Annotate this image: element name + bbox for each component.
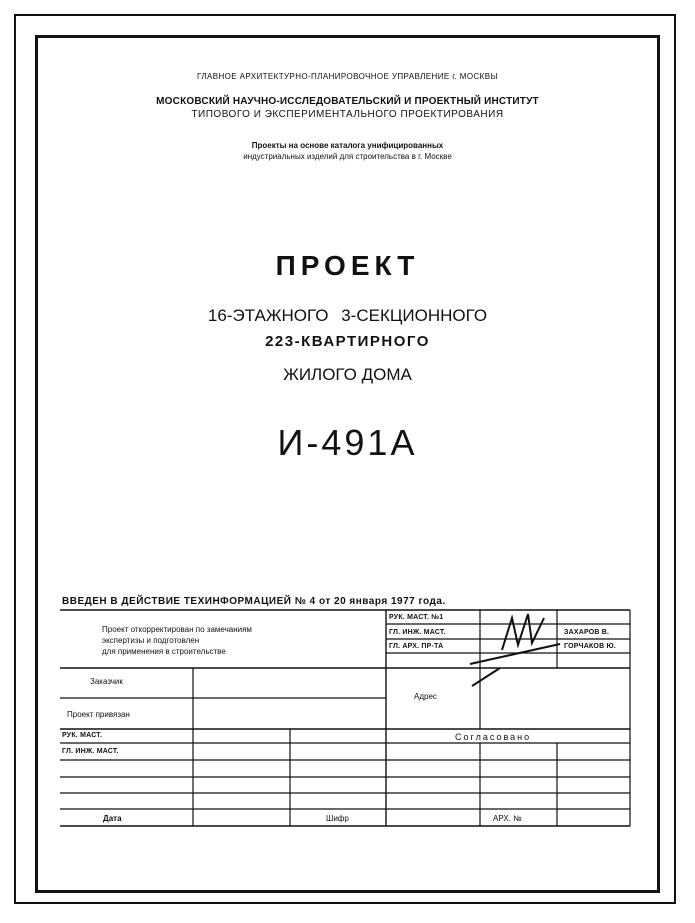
stamp-role-1: РУК. МАСТ. №1 (389, 614, 444, 621)
bound-label: Проект привязан (67, 710, 130, 719)
project-title: ПРОЕКТ (275, 250, 420, 281)
project-line-3: ЖИЛОГО ДОМА (283, 365, 412, 384)
stamp-note-3: для применения в строительстве (102, 647, 226, 656)
stamp-note-2: экспертизы и подготовлен (102, 636, 200, 645)
stamp-role-3: ГЛ. АРХ. ПР-ТА (389, 643, 444, 650)
project-code: И-491А (277, 422, 418, 463)
stamp-name-2: ГОРЧАКОВ Ю. (564, 643, 617, 650)
arch-label: АРХ. № (493, 814, 522, 823)
agreed-label: Согласовано (455, 732, 532, 742)
stamp-role-2: ГЛ. ИНЖ. МАСТ. (389, 629, 446, 636)
stamp-note-1: Проект откорректирован по замечаниям (102, 625, 252, 634)
date-label: Дата (103, 814, 122, 823)
header-line-3: ТИПОВОГО И ЭКСПЕРИМЕНТАЛЬНОГО ПРОЕКТИРОВАНИЯ (191, 109, 504, 120)
left-role-2: ГЛ. ИНЖ. МАСТ. (62, 748, 119, 755)
header-line-1: ГЛАВНОЕ АРХИТЕКТУРНО-ПЛАНИРОВОЧНОЕ УПРАВЛЕНИЕ г. МОСКВЫ (197, 72, 498, 81)
project-line-1: 16-ЭТАЖНОГО 3-СЕКЦИОННОГО (207, 306, 488, 325)
stamp-name-1: ЗАХАРОВ В. (564, 629, 610, 636)
customer-label: Заказчик (90, 677, 123, 686)
project-line-2: 223-КВАРТИРНОГО (265, 333, 430, 350)
address-label: Адрес (414, 692, 437, 701)
left-role-1: РУК. МАСТ. (62, 732, 103, 739)
stamp-top-line: ВВЕДЕН В ДЕЙСТВИЕ ТЕХИНФОРМАЦИЕЙ № 4 от 20 января 1977 года. (62, 596, 446, 607)
header-line-2: МОСКОВСКИЙ НАУЧНО-ИССЛЕДОВАТЕЛЬСКИЙ И ПРОЕКТНЫЙ ИНСТИТУТ (156, 96, 539, 107)
header-line-5: индустриальных изделий для строительства в г. Москве (243, 152, 452, 161)
signature (470, 614, 560, 686)
header-line-4: Проекты на основе каталога унифицированных (251, 141, 444, 150)
code-label: Шифр (326, 814, 349, 823)
